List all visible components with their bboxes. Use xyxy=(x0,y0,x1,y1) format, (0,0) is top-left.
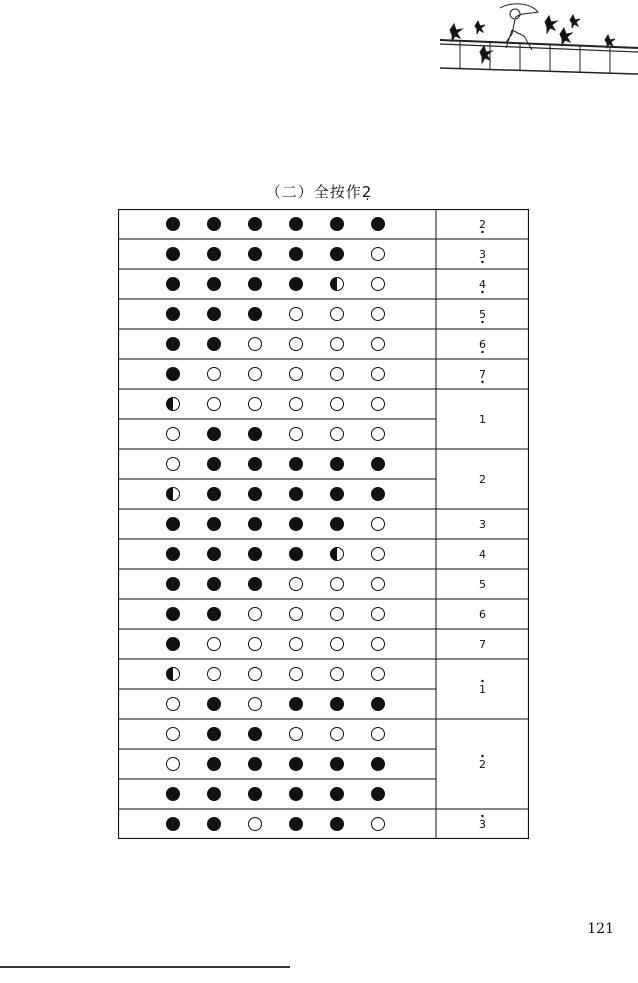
filled-circle-icon xyxy=(289,787,303,801)
note-label xyxy=(479,518,486,531)
table-row xyxy=(167,427,385,441)
filled-circle-icon xyxy=(207,247,221,261)
open-circle-icon xyxy=(167,758,180,771)
table-row xyxy=(167,668,385,681)
open-circle-icon xyxy=(249,608,262,621)
open-circle-icon xyxy=(331,308,344,321)
filled-circle-icon xyxy=(330,697,344,711)
open-circle-icon xyxy=(372,308,385,321)
open-circle-icon xyxy=(290,428,303,441)
half-filled-circle-icon xyxy=(331,548,344,561)
bottom-rule xyxy=(0,966,290,968)
open-circle-icon xyxy=(372,428,385,441)
filled-circle-icon xyxy=(330,757,344,771)
open-circle-icon xyxy=(331,428,344,441)
filled-circle-icon xyxy=(207,427,221,441)
filled-circle-icon xyxy=(207,757,221,771)
note-digit: 2 xyxy=(479,218,486,231)
note-digit: 3 xyxy=(479,818,486,831)
open-circle-icon xyxy=(372,398,385,411)
high-octave-dot xyxy=(481,680,483,682)
filled-circle-icon xyxy=(207,577,221,591)
filled-circle-icon xyxy=(207,697,221,711)
filled-circle-icon xyxy=(248,787,262,801)
open-circle-icon xyxy=(331,668,344,681)
filled-circle-icon xyxy=(330,457,344,471)
note-label xyxy=(479,680,486,696)
filled-circle-icon xyxy=(330,817,344,831)
open-circle-icon xyxy=(372,578,385,591)
filled-circle-icon xyxy=(330,787,344,801)
table-row xyxy=(166,817,385,831)
low-octave-dot xyxy=(481,351,483,353)
open-circle-icon xyxy=(208,398,221,411)
filled-circle-icon xyxy=(330,217,344,231)
filled-circle-icon xyxy=(248,307,262,321)
table-row xyxy=(167,457,386,471)
filled-circle-icon xyxy=(207,307,221,321)
open-circle-icon xyxy=(290,338,303,351)
note-digit: 1 xyxy=(479,683,486,696)
half-filled-circle-icon xyxy=(331,278,344,291)
filled-circle-icon xyxy=(248,457,262,471)
open-circle-icon xyxy=(290,398,303,411)
filled-circle-icon xyxy=(248,757,262,771)
open-circle-icon xyxy=(167,428,180,441)
open-circle-icon xyxy=(290,368,303,381)
table-row xyxy=(166,367,385,381)
filled-circle-icon xyxy=(248,547,262,561)
girl-on-railing-with-maple-leaves-icon xyxy=(440,4,638,74)
note-label xyxy=(479,368,486,383)
filled-circle-icon xyxy=(166,217,180,231)
open-circle-icon xyxy=(167,728,180,741)
open-circle-icon xyxy=(290,668,303,681)
filled-circle-icon xyxy=(248,217,262,231)
filled-circle-icon xyxy=(207,457,221,471)
filled-circle-icon xyxy=(371,787,385,801)
open-circle-icon xyxy=(249,698,262,711)
filled-circle-icon xyxy=(207,487,221,501)
filled-circle-icon xyxy=(248,487,262,501)
filled-circle-icon xyxy=(248,517,262,531)
note-label xyxy=(479,278,486,293)
filled-circle-icon xyxy=(330,487,344,501)
filled-circle-icon xyxy=(289,697,303,711)
note-digit: 1 xyxy=(479,413,486,426)
note-label xyxy=(479,248,486,263)
filled-circle-icon xyxy=(289,817,303,831)
open-circle-icon xyxy=(290,728,303,741)
table-row xyxy=(166,277,385,291)
note-digit: 3 xyxy=(479,518,486,531)
note-digit: 6 xyxy=(479,338,486,351)
open-circle-icon xyxy=(372,248,385,261)
open-circle-icon xyxy=(331,728,344,741)
table-row xyxy=(166,607,385,621)
filled-circle-icon xyxy=(166,547,180,561)
filled-circle-icon xyxy=(207,517,221,531)
note-digit: 7 xyxy=(479,368,486,381)
filled-circle-icon xyxy=(207,607,221,621)
open-circle-icon xyxy=(331,368,344,381)
open-circle-icon xyxy=(372,518,385,531)
open-circle-icon xyxy=(331,638,344,651)
table-row xyxy=(167,487,386,501)
filled-circle-icon xyxy=(330,247,344,261)
filled-circle-icon xyxy=(289,517,303,531)
filled-circle-icon xyxy=(248,577,262,591)
filled-circle-icon xyxy=(207,337,221,351)
filled-circle-icon xyxy=(248,247,262,261)
open-circle-icon xyxy=(372,728,385,741)
high-octave-dot xyxy=(481,815,483,817)
open-circle-icon xyxy=(372,638,385,651)
open-circle-icon xyxy=(372,548,385,561)
filled-circle-icon xyxy=(289,547,303,561)
filled-circle-icon xyxy=(330,517,344,531)
filled-circle-icon xyxy=(248,727,262,741)
filled-circle-icon xyxy=(207,217,221,231)
open-circle-icon xyxy=(331,578,344,591)
filled-circle-icon xyxy=(166,817,180,831)
filled-circle-icon xyxy=(248,427,262,441)
table-row xyxy=(167,757,386,771)
header-illustration xyxy=(420,0,638,78)
filled-circle-icon xyxy=(166,577,180,591)
table-row xyxy=(166,337,385,351)
note-label xyxy=(479,638,486,651)
note-label xyxy=(479,578,486,591)
filled-circle-icon xyxy=(166,307,180,321)
open-circle-icon xyxy=(167,698,180,711)
filled-circle-icon xyxy=(248,277,262,291)
open-circle-icon xyxy=(249,818,262,831)
open-circle-icon xyxy=(331,398,344,411)
table-row xyxy=(166,787,385,801)
filled-circle-icon xyxy=(207,277,221,291)
filled-circle-icon xyxy=(166,277,180,291)
open-circle-icon xyxy=(331,338,344,351)
note-label xyxy=(479,755,486,771)
open-circle-icon xyxy=(249,368,262,381)
open-circle-icon xyxy=(372,608,385,621)
open-circle-icon xyxy=(167,458,180,471)
filled-circle-icon xyxy=(371,757,385,771)
note-digit: 4 xyxy=(479,548,486,561)
open-circle-icon xyxy=(290,578,303,591)
filled-circle-icon xyxy=(289,487,303,501)
filled-circle-icon xyxy=(371,217,385,231)
filled-circle-icon xyxy=(289,217,303,231)
low-octave-dot xyxy=(481,261,483,263)
low-octave-dot xyxy=(481,381,483,383)
filled-circle-icon xyxy=(371,457,385,471)
page-title: （二）全按作2̣ xyxy=(265,183,373,201)
filled-circle-icon xyxy=(166,637,180,651)
fingering-table xyxy=(118,209,529,839)
filled-circle-icon xyxy=(207,817,221,831)
page-number: 121 xyxy=(587,921,614,937)
table-row xyxy=(166,307,385,321)
note-label xyxy=(479,815,486,831)
table-row xyxy=(167,398,385,411)
open-circle-icon xyxy=(372,668,385,681)
note-label xyxy=(479,218,486,233)
low-octave-dot xyxy=(481,231,483,233)
table-row xyxy=(166,217,385,231)
open-circle-icon xyxy=(372,818,385,831)
table-row xyxy=(166,247,385,261)
open-circle-icon xyxy=(290,638,303,651)
half-filled-circle-icon xyxy=(167,668,180,681)
filled-circle-icon xyxy=(207,547,221,561)
note-digit: 2 xyxy=(479,473,486,486)
half-filled-circle-icon xyxy=(167,488,180,501)
open-circle-icon xyxy=(208,638,221,651)
open-circle-icon xyxy=(249,398,262,411)
filled-circle-icon xyxy=(207,727,221,741)
note-label xyxy=(479,413,486,426)
half-filled-circle-icon xyxy=(167,398,180,411)
note-digit: 5 xyxy=(479,578,486,591)
table-row xyxy=(166,517,385,531)
filled-circle-icon xyxy=(166,367,180,381)
low-octave-dot xyxy=(481,321,483,323)
open-circle-icon xyxy=(372,368,385,381)
open-circle-icon xyxy=(208,668,221,681)
filled-circle-icon xyxy=(166,607,180,621)
filled-circle-icon xyxy=(289,277,303,291)
note-label xyxy=(479,608,486,621)
open-circle-icon xyxy=(372,338,385,351)
note-label xyxy=(479,473,486,486)
filled-circle-icon xyxy=(289,247,303,261)
note-digit: 6 xyxy=(479,608,486,621)
note-digit: 3 xyxy=(479,248,486,261)
filled-circle-icon xyxy=(371,487,385,501)
filled-circle-icon xyxy=(166,337,180,351)
filled-circle-icon xyxy=(166,247,180,261)
open-circle-icon xyxy=(249,638,262,651)
table-row xyxy=(167,697,386,711)
open-circle-icon xyxy=(208,368,221,381)
note-label xyxy=(479,338,486,353)
low-octave-dot xyxy=(481,291,483,293)
open-circle-icon xyxy=(331,608,344,621)
filled-circle-icon xyxy=(207,787,221,801)
open-circle-icon xyxy=(249,668,262,681)
open-circle-icon xyxy=(290,308,303,321)
note-digit: 4 xyxy=(479,278,486,291)
open-circle-icon xyxy=(290,608,303,621)
high-octave-dot xyxy=(481,755,483,757)
open-circle-icon xyxy=(372,278,385,291)
filled-circle-icon xyxy=(289,457,303,471)
note-digit: 7 xyxy=(479,638,486,651)
table-row xyxy=(166,637,385,651)
table-row xyxy=(166,577,385,591)
filled-circle-icon xyxy=(166,517,180,531)
note-label xyxy=(479,548,486,561)
filled-circle-icon xyxy=(166,787,180,801)
note-digit: 2 xyxy=(479,758,486,771)
note-digit: 5 xyxy=(479,308,486,321)
filled-circle-icon xyxy=(371,697,385,711)
note-label xyxy=(479,308,486,323)
filled-circle-icon xyxy=(289,757,303,771)
open-circle-icon xyxy=(249,338,262,351)
table-row xyxy=(167,727,385,741)
table-row xyxy=(166,547,385,561)
